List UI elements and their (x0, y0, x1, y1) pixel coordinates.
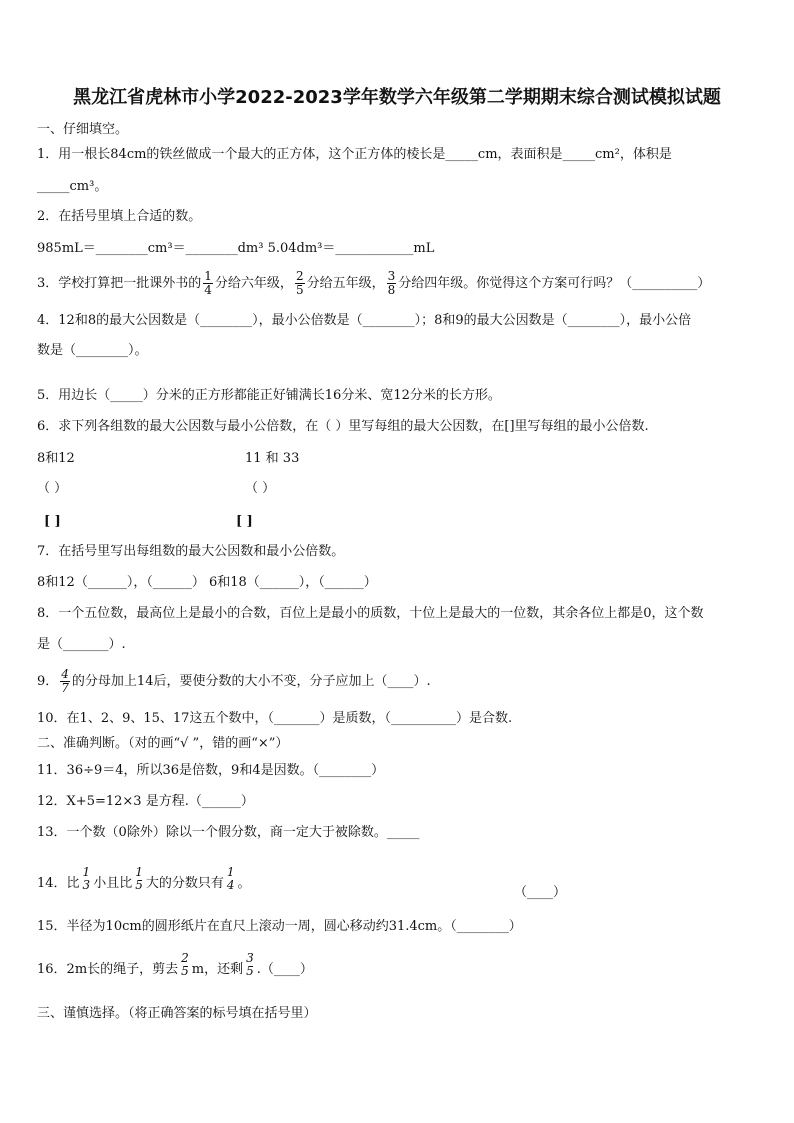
q16-text-2: m，还剩 (191, 962, 244, 977)
q14-text-1: 14．比 (37, 876, 80, 891)
question-4-line-1: 4．12和8的最大公因数是（________），最小公倍数是（________）；8和9的最大公因数是（________），最小公倍 (37, 313, 692, 328)
question-13: 13．一个数（0除外）除以一个假分数，商一定大于被除数。_____ (37, 825, 420, 840)
question-15: 15．半径为10cm的圆形纸片在直尺上滚动一周，圆心移动约31.4cm。（________） (37, 919, 522, 934)
question-10: 10．在1、2、9、15、17这五个数中，（_______）是质数，（__________）是合数. (37, 711, 513, 726)
section-1-heading: 一、仔细填空。 (37, 122, 129, 137)
q3-fraction-3: $\frac{3}{8}$ (387, 269, 396, 297)
question-4-line-2: 数是（________）。 (37, 343, 148, 358)
question-16 (37, 952, 313, 978)
q9-number: 9． (37, 674, 59, 689)
question-6-pair-a: 8和12 (37, 451, 75, 466)
q14-text-3: 大的分数只有 (145, 876, 224, 891)
question-7: 7．在括号里写出每组数的最大公因数和最小公倍数。 (37, 544, 345, 559)
question-6-paren-b: （ ） (245, 481, 276, 496)
q3-fraction-2: $\frac{2}{5}$ (295, 269, 304, 297)
question-7-fill: 8和12（______），（______） 6和18（______），（______） (37, 575, 377, 590)
question-6-paren-a: （ ） (37, 481, 68, 496)
q3-text-4: 分给四年级。你觉得这个方案可行吗？（__________） (398, 276, 711, 291)
q14-text-4: 。 (237, 876, 251, 891)
question-2: 2．在括号里填上合适的数。 (37, 209, 202, 224)
question-1-line-2: _____cm³。 (37, 179, 108, 194)
question-6-bracket-a: [ ] (44, 514, 61, 529)
q14-text-2: 小且比 (93, 876, 133, 891)
question-14-paren: （____） (514, 885, 567, 900)
q14-fraction-3: 1 4 (226, 865, 235, 892)
section-3-heading: 三、谨慎选择。（将正确答案的标号填在括号里） (37, 1006, 317, 1021)
page-title: 黑龙江省虎林市小学2022-2023学年数学六年级第二学期期末综合测试模拟试题 (73, 87, 721, 108)
q16-text-1: 16．2m长的绳子，剪去 (37, 962, 179, 977)
q16-fraction-2: 3 5 (246, 951, 254, 978)
q9-fraction: $\frac{4}{7}$ (61, 667, 69, 695)
question-1-line-1: 1．用一根长84cm的铁丝做成一个最大的正方体，这个正方体的棱长是_____cm，表面积是_____cm²，体积是 (37, 147, 672, 162)
q3-text-2: 分给六年级， (214, 276, 293, 291)
q3-text-1: 3．学校打算把一批课外书的 (37, 276, 202, 291)
question-8-line-2: 是（_______）. (37, 637, 126, 652)
question-14 (37, 860, 251, 892)
question-6-pair-b: 11 和 33 (245, 451, 300, 466)
question-2-fill: 985mL＝________cm³＝________dm³ 5.04dm³＝____________mL (37, 241, 435, 256)
q16-text-3: .（____） (256, 962, 313, 977)
q3-fraction-1: $\frac{1}{4}$ (204, 269, 212, 297)
question-8-line-1: 8．一个五位数，最高位上是最小的合数，百位上是最小的质数，十位上是最大的一位数，其余各位上都是0，这个数 (37, 606, 704, 621)
question-9 (37, 666, 431, 698)
question-5: 5．用边长（_____）分米的正方形都能正好铺满长16分米、宽12分米的长方形。 (37, 388, 501, 403)
q14-fraction-1: 1 3 (82, 865, 91, 892)
question-11: 11．36÷9＝4，所以36是倍数，9和4是因数。（________） (37, 763, 385, 778)
section-2-heading: 二、准确判断。（对的画“√ ”，错的画“×”） (37, 736, 289, 751)
question-6: 6．求下列各组数的最大公因数与最小公倍数，在（ ）里写每组的最大公因数，在[]里写每组的最小公倍数. (37, 419, 649, 434)
question-3 (37, 268, 710, 300)
q9-text: 的分母加上14后，要使分数的大小不变，分子应加上（____）. (71, 674, 431, 689)
question-12: 12．X+5=12×3 是方程.（______） (37, 794, 254, 809)
q3-text-3: 分给五年级， (306, 276, 385, 291)
q14-fraction-2: 1 5 (135, 865, 143, 892)
q16-fraction-1: 2 5 (181, 951, 189, 978)
question-6-bracket-b: [ ] (236, 514, 253, 529)
